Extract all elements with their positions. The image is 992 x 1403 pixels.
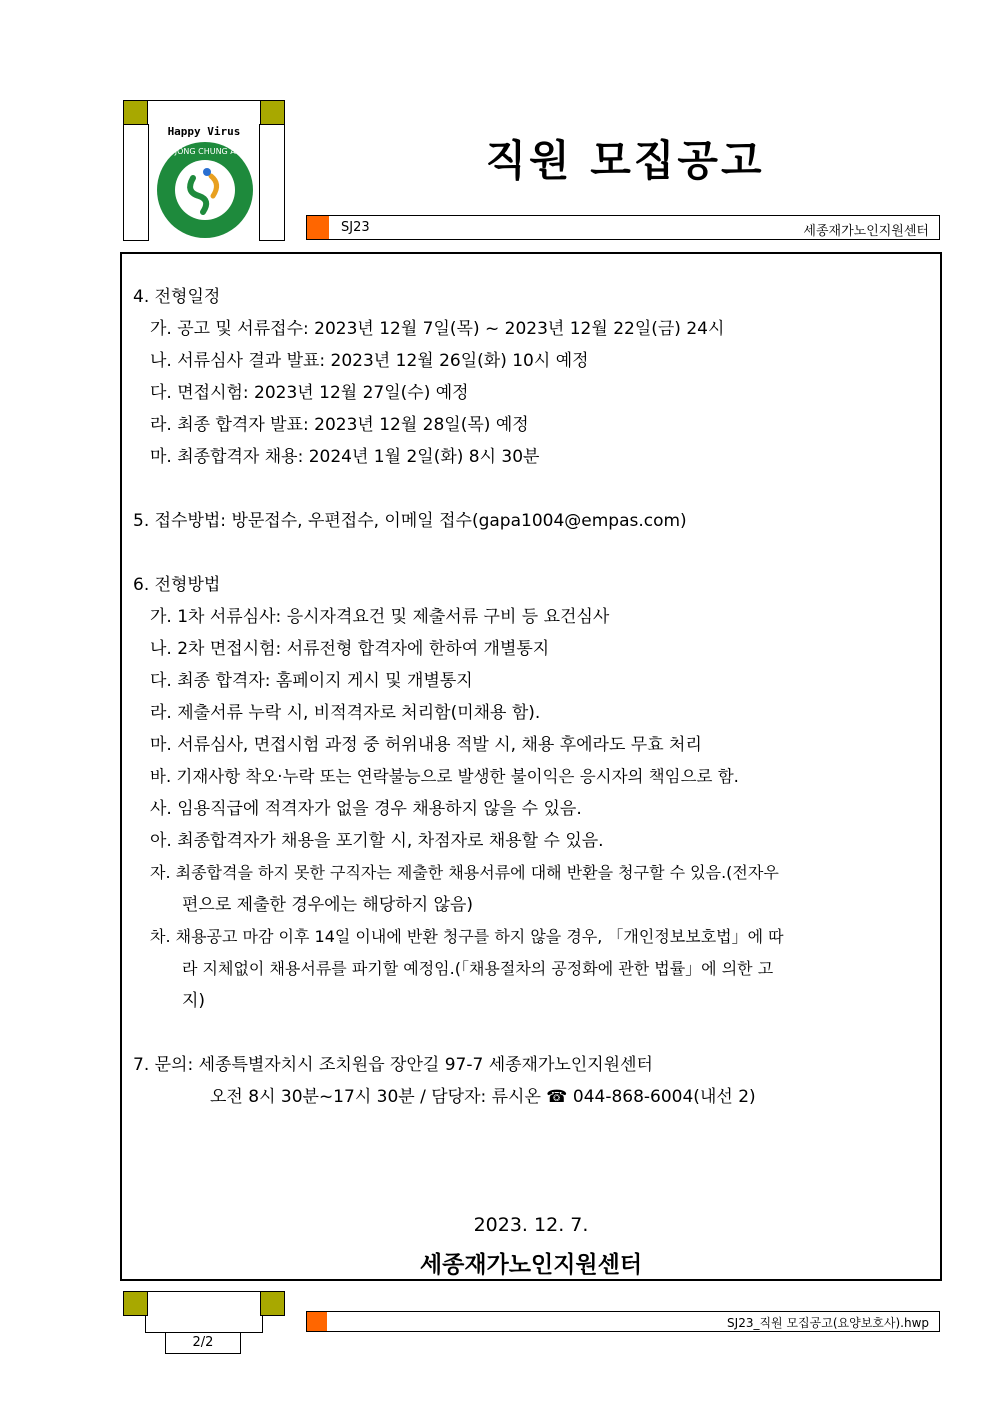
section-6-item: 가. 1차 서류심사: 응시자격요건 및 제출서류 구비 등 요건심사 [150, 607, 610, 627]
footer-right-rule [262, 1315, 263, 1333]
closing-date: 2023. 12. 7. [473, 1214, 589, 1236]
document-code: SJ23 [341, 220, 370, 235]
corner-square-left [123, 100, 148, 125]
page-title: 직원 모집공고 [485, 136, 765, 185]
corner-square-left [123, 1291, 148, 1316]
section-6-item: 사. 임용직급에 적격자가 없을 경우 채용하지 않을 수 있음. [150, 799, 582, 819]
section-6-item-continuation: 라 지체없이 채용서류를 파기할 예정임.(「채용절차의 공정화에 관한 법률」에 의한 고 [182, 959, 774, 978]
svg-text:SE JONG CHUNG ANG: SE JONG CHUNG ANG [162, 147, 248, 156]
logo-top-rule [148, 100, 260, 101]
section-7-heading: 7. 문의: 세종특별자치시 조치원읍 장안길 97-7 세종재가노인지원센터 [133, 1055, 653, 1075]
section-6-item-continuation: 편으로 제출한 경우에는 해당하지 않음) [182, 895, 473, 915]
footer-bottom-left-rule [145, 1332, 165, 1333]
page-number: 2/2 [165, 1332, 241, 1354]
section-6-item-continuation: 지) [182, 991, 206, 1011]
footer-bottom-right-rule [241, 1332, 263, 1333]
logo-bottom-left-rule [123, 240, 148, 241]
section-4-item: 가. 공고 및 서류접수: 2023년 12월 7일(목) ~ 2023년 12월 22일(금) 24시 [150, 319, 725, 339]
section-6-item: 나. 2차 면접시험: 서류전형 합격자에 한하여 개별통지 [150, 639, 550, 659]
section-6-item: 차. 채용공고 마감 이후 14일 이내에 반환 청구를 하지 않을 경우, 「개인정보보호법」에 따 [150, 927, 784, 946]
closing-organization: 세종재가노인지원센터 [419, 1252, 643, 1278]
section-4-heading: 4. 전형일정 [133, 287, 221, 307]
corner-square-right [260, 100, 285, 125]
accent-block [307, 216, 329, 239]
section-4-item: 다. 면접시험: 2023년 12월 27일(수) 예정 [150, 383, 469, 403]
section-6-item: 아. 최종합격자가 채용을 포기할 시, 차점자로 채용할 수 있음. [150, 831, 604, 851]
section-6-item: 라. 제출서류 누락 시, 비적격자로 처리함(미채용 함). [150, 703, 541, 723]
section-6-item: 바. 기재사항 착오·누락 또는 연락불능으로 발생한 불이익은 응시자의 책임으로 함. [150, 767, 739, 786]
organization-logo-emblem [155, 140, 255, 240]
section-4-item: 라. 최종 합격자 발표: 2023년 12월 28일(목) 예정 [150, 415, 529, 435]
section-6-item: 마. 서류심사, 면접시험 과정 중 허위내용 적발 시, 채용 후에라도 무효 처리 [150, 735, 702, 755]
section-4-item: 마. 최종합격자 채용: 2024년 1월 2일(화) 8시 30분 [150, 447, 540, 467]
logo-caption: Happy Virus [167, 125, 241, 138]
header-organization: 세종재가노인지원센터 [803, 224, 929, 239]
logo-left-rule [123, 124, 124, 241]
footer-left-rule [145, 1315, 146, 1333]
accent-block [307, 1312, 327, 1331]
section-6-item: 자. 최종합격을 하지 못한 구직자는 제출한 채용서류에 대해 반환을 청구할 수 있음.(전자우 [150, 863, 779, 882]
logo-inner-right-rule [259, 124, 260, 241]
logo-inner-left-rule [148, 124, 149, 241]
section-5-heading: 5. 접수방법: 방문접수, 우편접수, 이메일 접수(gapa1004@empas.com) [133, 511, 687, 531]
logo-right-rule [284, 124, 285, 241]
section-7-contact: 오전 8시 30분~17시 30분 / 담당자: 류시온 ☎ 044-868-6004(내선 2) [210, 1087, 756, 1107]
footer-top-rule [148, 1291, 260, 1292]
logo-bottom-right-rule [260, 240, 285, 241]
file-name: SJ23_직원 모집공고(요양보호사).hwp [727, 1316, 929, 1330]
header-info-bar [306, 215, 940, 240]
footer-info-bar [306, 1311, 940, 1332]
section-6-heading: 6. 전형방법 [133, 575, 221, 595]
section-6-item: 다. 최종 합격자: 홈페이지 게시 및 개별통지 [150, 671, 473, 691]
corner-square-right [260, 1291, 285, 1316]
section-4-item: 나. 서류심사 결과 발표: 2023년 12월 26일(화) 10시 예정 [150, 351, 589, 371]
